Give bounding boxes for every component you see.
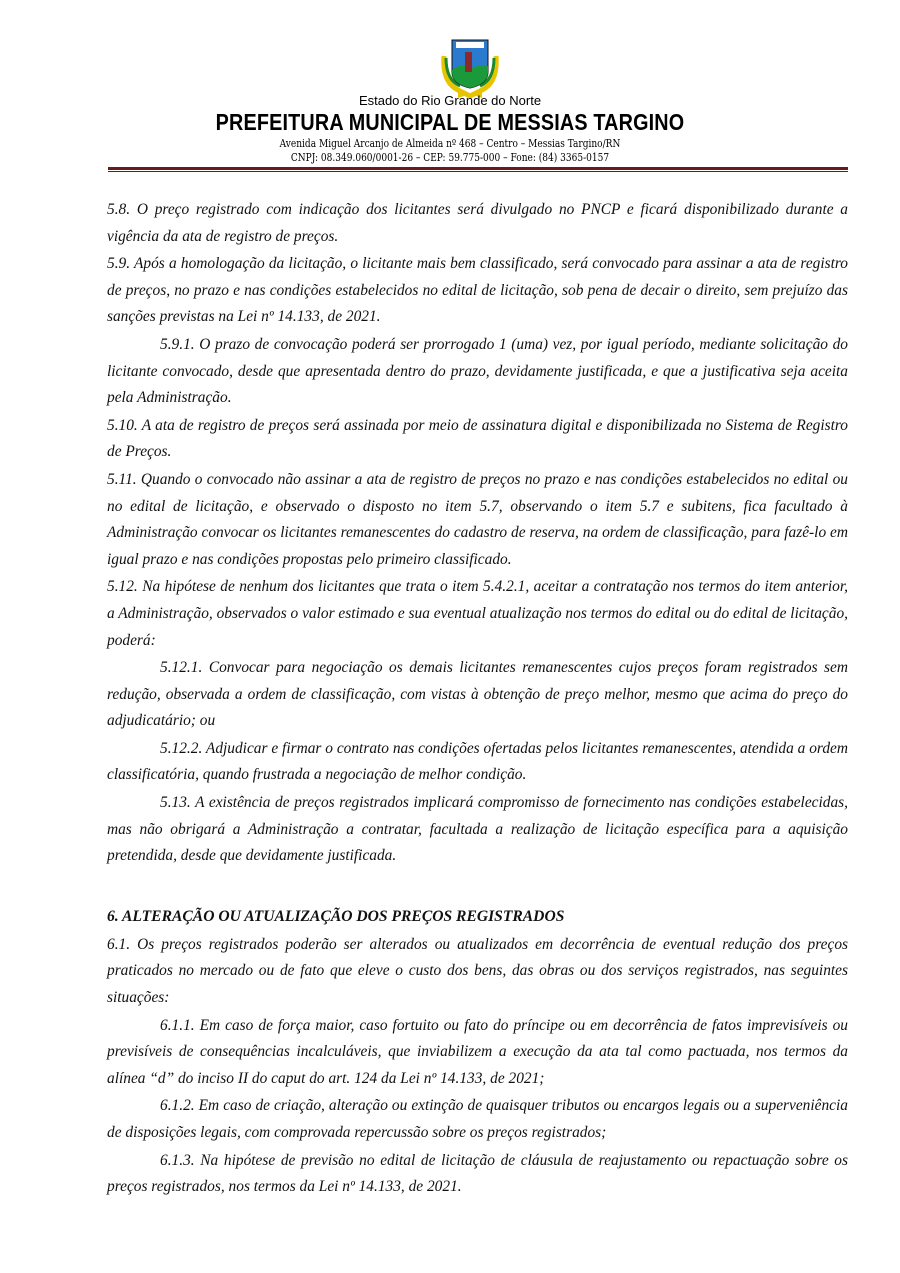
header-rule	[108, 167, 848, 170]
clause-5-11: 5.11. Quando o convocado não assinar a ata de registro de preços no prazo e nas condições estabelecidos no edital ou no edital de licitação, e observado o disposto no item 5.7, observando o item 5.7 e subitens, fica facultado à Administração convocar os licitantes remanescentes do cadastro de reserva, na ordem de classificação, para fazê-lo em igual prazo e nas condições propostas pelo primeiro classificado.	[107, 470, 848, 568]
header-state: Estado do Rio Grande do Norte	[358, 93, 542, 108]
clause-5-12-2: 5.12.2. Adjudicar e firmar o contrato nas condições ofertadas pelos licitantes remanescentes, atendida a ordem classificatória, quando frustrada a negociação de melhor condição.	[107, 739, 848, 784]
clause-5-12-1: 5.12.1. Convocar para negociação os demais licitantes remanescentes cujos preços foram registrados sem redução, observada a ordem de classificação, com vistas à obtenção de preço melhor, mesmo que acima do preço do adjudicatário; ou	[107, 659, 848, 730]
clause-6-1-1: 6.1.1. Em caso de força maior, caso fortuito ou fato do príncipe ou em decorrência de fatos imprevisíveis ou previsíveis de consequências incalculáveis, que inviabilizem a execução da ata tal como pactuada, nos termos da alínea “d” do inciso II do caput do art. 124 da Lei nº 14.133, de 2021;	[107, 1016, 848, 1087]
clause-5-8: 5.8. O preço registrado com indicação dos licitantes será divulgado no PNCP e ficará disponibilizado durante a vigência da ata de registro de preços.	[107, 201, 848, 245]
clause-5-9-1: 5.9.1. O prazo de convocação poderá ser prorrogado 1 (uma) vez, por igual período, mediante solicitação do licitante convocado, desde que apresentada dentro do prazo, devidamente justificada, e que a justificativa seja aceita pela Administração.	[107, 335, 848, 407]
header-address-block	[81, 137, 819, 165]
header-title: PREFEITURA MUNICIPAL DE MESSIAS TARGINO	[215, 109, 685, 135]
section-6-heading: 6. ALTERAÇÃO OU ATUALIZAÇÃO DOS PREÇOS REGISTRADOS	[107, 907, 565, 925]
municipal-coat-of-arms-logo	[438, 36, 502, 98]
clause-5-9: 5.9. Após a homologação da licitação, o licitante mais bem classificado, será convocado para assinar a ata de registro de preços, no prazo e nas condições estabelecidos no edital de licitação, sob pena de decair o direito, sem prejuízo das sanções previstas na Lei nº 14.133, de 2021.	[107, 255, 848, 326]
clause-6-1-3: 6.1.3. Na hipótese de previsão no edital de licitação de cláusula de reajustamento ou repactuação sobre os preços registrados, nos termos da Lei nº 14.133, de 2021.	[107, 1151, 848, 1196]
clause-5-13: 5.13. A existência de preços registrados implicará compromisso de fornecimento nas condições estabelecidas, mas não obrigará a Administração a contratar, facultada a realização de licitação específica para a aquisição pretendida, desde que devidamente justificada.	[107, 794, 848, 865]
header-rule-thin	[108, 171, 848, 172]
clause-5-10: 5.10. A ata de registro de preços será assinada por meio de assinatura digital e disponibilizada no Sistema de Registro de Preços.	[107, 416, 848, 461]
header-contact: CNPJ: 08.349.060/0001-26 – CEP: 59.775-000 – Fone: (84) 3365-0157	[290, 151, 610, 164]
header-address: Avenida Miguel Arcanjo de Almeida nº 468 – Centro – Messias Targino/RN	[279, 137, 621, 150]
document-body	[107, 197, 848, 1202]
clause-6-1: 6.1. Os preços registrados poderão ser alterados ou atualizados em decorrência de eventual redução dos preços praticados no mercado ou de fato que eleve o custo dos bens, das obras ou dos serviços registrados, nas seguintes situações:	[107, 935, 848, 1007]
clause-6-1-2: 6.1.2. Em caso de criação, alteração ou extinção de quaisquer tributos ou encargos legais ou a superveniência de disposições legais, com comprovada repercussão sobre os preços registrados;	[107, 1097, 848, 1141]
clause-5-12: 5.12. Na hipótese de nenhum dos licitantes que trata o item 5.4.2.1, aceitar a contratação nos termos do item anterior, a Administração, observados o valor estimado e sua eventual atualização nos termos do edital ou do edital de licitação, poderá:	[107, 578, 848, 649]
